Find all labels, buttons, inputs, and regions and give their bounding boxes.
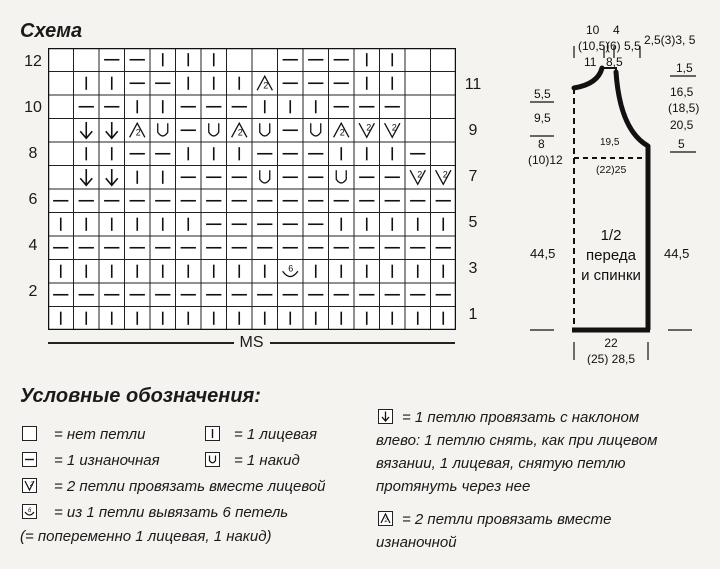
knit-cell: [176, 72, 202, 96]
knit-cell: [354, 260, 380, 284]
knit-cell: [176, 48, 202, 72]
k2tog-cell: [405, 166, 431, 190]
yarn-over-cell: [252, 166, 278, 190]
sch-right-185: (18,5): [668, 101, 700, 115]
knit-cell: [405, 307, 431, 331]
knit-cell: [380, 260, 406, 284]
make6-text: = из 1 петли вывязать 6 петель: [54, 504, 289, 521]
knit-cell: [125, 213, 151, 237]
ssk-symbol: [378, 409, 393, 424]
purl-cell: [99, 189, 125, 213]
knit-cell: [431, 260, 457, 284]
empty-cell: [405, 48, 431, 72]
knit-cell: [150, 213, 176, 237]
purl-cell: [380, 236, 406, 260]
purl-cell: [303, 166, 329, 190]
knit-cell: [150, 166, 176, 190]
sch-bottom-2528: (25) 28,5: [586, 352, 636, 365]
yarn-over-text: = 1 накид: [234, 452, 300, 469]
sch-right-205: 20,5: [670, 118, 694, 132]
sch-right-15: 1,5: [676, 61, 693, 75]
purl-cell: [201, 236, 227, 260]
purl-cell: [125, 72, 151, 96]
row-number-2: 2: [28, 283, 38, 300]
purl-cell: [380, 95, 406, 119]
yarn-over-cell: [252, 119, 278, 143]
purl-cell: [150, 283, 176, 307]
purl-cell: [303, 236, 329, 260]
purl-cell: [431, 236, 457, 260]
garment-schematic: [520, 20, 720, 365]
purl-cell: [125, 236, 151, 260]
knit-cell: [201, 142, 227, 166]
knit-cell: [354, 307, 380, 331]
purl-cell: [227, 189, 253, 213]
ms-marker: [48, 334, 455, 352]
svg-text:2: 2: [135, 127, 141, 138]
svg-text:2: 2: [391, 122, 397, 133]
sch-top-4: 4: [613, 23, 620, 37]
sch-center-2: переда: [586, 247, 636, 264]
purl-cell: [354, 283, 380, 307]
knit-cell: [125, 95, 151, 119]
purl-cell: [48, 283, 74, 307]
purl-cell: [74, 283, 100, 307]
chart-title: Схема: [20, 20, 83, 42]
p2tog-cell: [252, 72, 278, 96]
svg-text:6: 6: [28, 508, 32, 514]
purl-cell: [125, 189, 151, 213]
knit-cell: [278, 95, 304, 119]
purl-cell: [278, 166, 304, 190]
knit-cell: [99, 142, 125, 166]
purl-cell: [176, 283, 202, 307]
k2tog-symbol: [22, 478, 37, 493]
sch-top-10: 10: [586, 23, 600, 37]
knit-cell: [303, 260, 329, 284]
purl-cell: [227, 95, 253, 119]
empty-cell: [48, 142, 74, 166]
purl-cell: [405, 236, 431, 260]
yarn-over-cell: [329, 166, 355, 190]
empty-cell: [405, 95, 431, 119]
knit-cell: [125, 166, 151, 190]
purl-cell: [252, 189, 278, 213]
ssk-cell: [99, 119, 125, 143]
ssk-text-3: вязании, 1 лицевая, снятую петлю: [376, 455, 626, 472]
knit-cell: [354, 142, 380, 166]
yarn-over-cell: [303, 119, 329, 143]
row-number-1: 1: [468, 306, 478, 323]
knit-cell: [99, 72, 125, 96]
knit-cell: [227, 72, 253, 96]
neckline-curve: [574, 68, 602, 88]
empty-cell: [48, 95, 74, 119]
row-number-4: 4: [28, 237, 38, 254]
purl-cell: [176, 236, 202, 260]
empty-cell: [431, 48, 457, 72]
empty-cell: [48, 166, 74, 190]
knit-cell: [125, 307, 151, 331]
svg-text:2: 2: [417, 169, 423, 180]
sch-center-3: и спинки: [581, 267, 641, 284]
purl-cell: [278, 213, 304, 237]
armhole-curve: [616, 72, 648, 146]
knit-cell: [303, 95, 329, 119]
purl-cell: [74, 236, 100, 260]
empty-cell: [252, 48, 278, 72]
purl-cell: [176, 119, 202, 143]
knit-cell: [201, 48, 227, 72]
knit-cell: [150, 260, 176, 284]
knit-cell: [431, 213, 457, 237]
legend-right: [376, 405, 716, 565]
sch-side-right: 44,5: [664, 246, 690, 261]
purl-cell: [303, 72, 329, 96]
row-number-5: 5: [468, 214, 478, 231]
purl-cell: [329, 95, 355, 119]
empty-cell: [431, 142, 457, 166]
knit-cell: [99, 260, 125, 284]
purl-cell: [405, 189, 431, 213]
ssk-text-4: протянуть через нее: [376, 478, 531, 495]
knit-cell: [227, 142, 253, 166]
sch-mid-2225: (22)25: [596, 164, 627, 176]
purl-cell: [99, 283, 125, 307]
row-number-3: 3: [468, 260, 478, 277]
knit-cell: [380, 142, 406, 166]
knit-cell: [74, 142, 100, 166]
svg-text:6: 6: [288, 263, 294, 274]
purl-cell: [48, 189, 74, 213]
ssk-cell: [74, 119, 100, 143]
purl-cell: [125, 283, 151, 307]
ssk-text-2: влево: 1 петлю снять, как при лицевом: [376, 432, 658, 449]
purl-cell: [252, 236, 278, 260]
empty-cell: [405, 72, 431, 96]
purl-cell: [176, 189, 202, 213]
purl-cell: [329, 283, 355, 307]
legend-left: [20, 420, 370, 560]
knit-cell: [150, 48, 176, 72]
sch-mid-195: 19,5: [600, 137, 620, 148]
knit-cell: [150, 95, 176, 119]
knit-cell: [201, 260, 227, 284]
row-number-11: 11: [464, 76, 482, 93]
sch-top-85: 8,5: [606, 55, 623, 69]
sch-right-5: 5: [678, 137, 685, 151]
purl-cell: [252, 213, 278, 237]
purl-cell: [354, 189, 380, 213]
ssk-cell: [74, 166, 100, 190]
svg-text:2: 2: [237, 127, 243, 138]
sch-side-left: 44,5: [530, 246, 556, 261]
empty-cell: [431, 119, 457, 143]
purl-cell: [99, 95, 125, 119]
purl-cell: [201, 166, 227, 190]
purl-cell: [227, 283, 253, 307]
p2tog-cell: [227, 119, 253, 143]
empty-cell: [74, 48, 100, 72]
purl-cell: [278, 72, 304, 96]
yarn-over-cell: [150, 119, 176, 143]
knit-cell: [176, 260, 202, 284]
purl-cell: [380, 166, 406, 190]
svg-text:2: 2: [442, 169, 448, 180]
p2tog-cell: [125, 119, 151, 143]
knit-cell: [201, 307, 227, 331]
purl-cell: [150, 142, 176, 166]
no-stitch-text: = нет петли: [54, 426, 146, 443]
empty-cell: [405, 119, 431, 143]
svg-text:2: 2: [339, 127, 345, 138]
knit-text: = 1 лицевая: [234, 426, 318, 443]
purl-cell: [303, 142, 329, 166]
purl-cell: [176, 95, 202, 119]
purl-cell: [125, 48, 151, 72]
knit-cell: [329, 213, 355, 237]
knit-cell: [252, 260, 278, 284]
sch-right-165: 16,5: [670, 85, 694, 99]
k2tog-cell: [431, 166, 457, 190]
purl-cell: [252, 283, 278, 307]
knit-cell: [405, 213, 431, 237]
knit-cell: [74, 260, 100, 284]
row-number-12: 12: [24, 53, 42, 70]
sch-top-105: (10,5): [578, 39, 610, 53]
purl-cell: [329, 72, 355, 96]
purl-cell: [227, 236, 253, 260]
knit-cell: [74, 72, 100, 96]
purl-cell: [380, 283, 406, 307]
purl-cell: [380, 189, 406, 213]
knit-cell: [252, 95, 278, 119]
purl-cell: [303, 189, 329, 213]
knit-cell: [176, 307, 202, 331]
make6-symbol: [22, 504, 37, 519]
purl-cell: [125, 142, 151, 166]
empty-cell: [48, 72, 74, 96]
purl-cell: [150, 236, 176, 260]
purl-cell: [329, 48, 355, 72]
p2tog-text-2: изнаночной: [376, 534, 457, 551]
purl-cell: [74, 189, 100, 213]
purl-cell: [252, 142, 278, 166]
purl-cell: [354, 236, 380, 260]
knit-cell: [252, 307, 278, 331]
knit-cell: [227, 260, 253, 284]
purl-cell: [431, 189, 457, 213]
knit-cell: [48, 307, 74, 331]
ssk-cell: [99, 166, 125, 190]
no-stitch-symbol: [22, 426, 37, 441]
knit-cell: [48, 213, 74, 237]
svg-text:2: 2: [263, 80, 269, 91]
knit-cell: [329, 307, 355, 331]
purl-cell: [48, 236, 74, 260]
row-number-10: 10: [24, 99, 42, 116]
knit-cell: [176, 142, 202, 166]
purl-cell: [278, 189, 304, 213]
purl-cell: [201, 95, 227, 119]
purl-cell: [201, 213, 227, 237]
empty-cell: [431, 72, 457, 96]
knit-cell: [380, 48, 406, 72]
purl-cell: [303, 283, 329, 307]
knit-cell: [405, 260, 431, 284]
knit-cell: [201, 72, 227, 96]
purl-cell: [201, 189, 227, 213]
knit-cell: [227, 307, 253, 331]
knit-cell: [431, 307, 457, 331]
knit-cell: [99, 213, 125, 237]
purl-cell: [278, 119, 304, 143]
empty-cell: [48, 119, 74, 143]
purl-cell: [329, 236, 355, 260]
purl-cell: [431, 283, 457, 307]
purl-cell: [278, 283, 304, 307]
knit-cell: [278, 307, 304, 331]
purl-cell: [354, 166, 380, 190]
purl-cell: [99, 48, 125, 72]
row-number-7: 7: [468, 168, 478, 185]
sch-left-1012: (10)12: [528, 153, 563, 167]
knit-cell: [176, 213, 202, 237]
purl-cell: [227, 166, 253, 190]
purl-cell: [227, 213, 253, 237]
knit-cell: [380, 307, 406, 331]
knitting-chart-grid: [48, 48, 456, 330]
make6-cell: [278, 260, 304, 284]
k2tog-cell: [354, 119, 380, 143]
knit-cell: [150, 307, 176, 331]
k2tog-cell: [380, 119, 406, 143]
sch-top-11: 11: [584, 55, 597, 69]
make6-note: (= попеременно 1 лицевая, 1 накид): [20, 528, 272, 545]
purl-cell: [303, 213, 329, 237]
purl-cell: [278, 142, 304, 166]
purl-cell: [405, 142, 431, 166]
knit-cell: [354, 213, 380, 237]
knit-cell: [329, 142, 355, 166]
svg-text:2: 2: [384, 518, 388, 524]
purl-cell: [150, 72, 176, 96]
ssk-text-1: = 1 петлю провязать с наклоном: [402, 409, 640, 426]
yarn-over-cell: [201, 119, 227, 143]
k2tog-text: = 2 петли провязать вместе лицевой: [54, 478, 326, 495]
purl-cell: [74, 95, 100, 119]
purl-symbol: [22, 452, 37, 467]
knit-cell: [354, 72, 380, 96]
knit-cell: [74, 307, 100, 331]
svg-text:2: 2: [366, 122, 372, 133]
svg-text:2: 2: [30, 482, 34, 488]
ms-label: MS: [239, 334, 264, 351]
empty-cell: [227, 48, 253, 72]
sch-left-55: 5,5: [534, 87, 551, 101]
purl-cell: [329, 189, 355, 213]
purl-cell: [99, 236, 125, 260]
yarn-over-symbol: [205, 452, 220, 467]
knit-cell: [354, 48, 380, 72]
row-number-6: 6: [28, 191, 38, 208]
purl-cell: [278, 48, 304, 72]
purl-text: = 1 изнаночная: [54, 452, 160, 469]
purl-cell: [303, 48, 329, 72]
purl-cell: [278, 236, 304, 260]
p2tog-cell: [329, 119, 355, 143]
purl-cell: [176, 166, 202, 190]
knit-symbol: [205, 426, 220, 441]
sch-top-25: 2,5(3)3, 5: [644, 33, 696, 47]
knit-cell: [125, 260, 151, 284]
knit-cell: [303, 307, 329, 331]
knit-cell: [74, 213, 100, 237]
empty-cell: [48, 48, 74, 72]
sch-left-95: 9,5: [534, 111, 551, 125]
sch-top-55: 5,5: [624, 39, 641, 53]
purl-cell: [201, 283, 227, 307]
p2tog-symbol: [378, 511, 393, 526]
row-number-9: 9: [468, 122, 478, 139]
knit-cell: [380, 213, 406, 237]
sch-top-6: (6): [606, 39, 621, 53]
sch-bottom-22: 22: [604, 336, 618, 350]
knit-cell: [48, 260, 74, 284]
sch-center-1: 1/2: [600, 227, 622, 244]
sch-left-8: 8: [538, 137, 545, 151]
purl-cell: [405, 283, 431, 307]
empty-cell: [431, 95, 457, 119]
purl-cell: [354, 95, 380, 119]
knit-cell: [380, 72, 406, 96]
knit-cell: [99, 307, 125, 331]
knit-cell: [329, 260, 355, 284]
row-number-8: 8: [28, 145, 38, 162]
p2tog-text-1: = 2 петли провязать вместе: [402, 511, 612, 528]
legend-title: Условные обозначения:: [20, 385, 261, 407]
purl-cell: [150, 189, 176, 213]
